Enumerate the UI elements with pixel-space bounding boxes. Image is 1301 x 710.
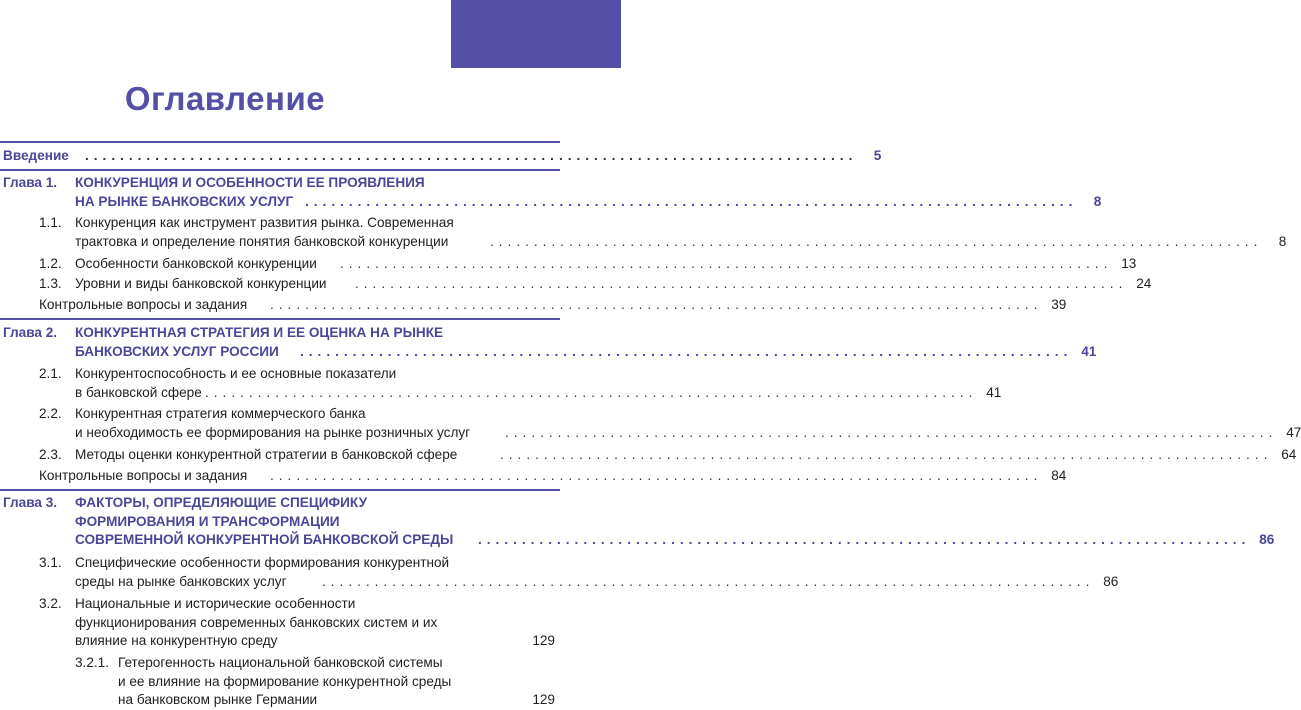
chapter-title-line: БАНКОВСКИХ УСЛУГ РОССИИ: [75, 343, 279, 359]
item-number: 2.3.: [39, 447, 62, 462]
toc-subitem-3-2-1[interactable]: [0, 654, 555, 710]
item-number: 2.2.: [39, 406, 62, 421]
toc-item-2-1[interactable]: [0, 365, 1002, 402]
toc-chapter-1[interactable]: [0, 174, 1102, 211]
toc-item-2-2[interactable]: [0, 405, 1301, 442]
chapter-number: Глава 3.: [3, 495, 58, 510]
item-title-line: Методы оценки конкурентной стратегии в банковской сфере: [75, 447, 458, 462]
toc-intro-label: Введение: [3, 148, 69, 163]
page-number: 8: [1093, 193, 1102, 209]
toc-chapter-3[interactable]: [0, 494, 1275, 550]
leader-dots: [500, 691, 532, 710]
page-number: 5: [873, 148, 882, 163]
item-title-line: трактовка и определение понятия банковской конкуренции: [75, 233, 449, 249]
item-number: 1.3.: [39, 276, 62, 291]
toc-item-3-1[interactable]: [0, 554, 1119, 591]
chapter-number: Глава 1.: [3, 175, 58, 190]
item-title-line: Уровни и виды банковской конкуренции: [75, 276, 327, 291]
leader-dots: ........................................................................................: [300, 343, 1073, 359]
leader-dots: ........................................................................................: [355, 276, 1128, 291]
toc-item-1-2[interactable]: [0, 255, 1137, 274]
leader-dots: ........................................................................................: [340, 256, 1113, 271]
item-title-line: Специфические особенности формирования конкурентной: [75, 555, 450, 570]
chapter-title-line: КОНКУРЕНЦИЯ И ОСОБЕННОСТИ ЕЕ ПРОЯВЛЕНИЯ: [75, 175, 425, 190]
leader-dots: ........................................................................................: [490, 233, 1263, 249]
section-rule: [0, 489, 560, 491]
subitem-title-line: на банковском рынке Германии: [118, 692, 318, 708]
chapter-title-line: ФОРМИРОВАНИЯ И ТРАНСФОРМАЦИИ: [75, 513, 340, 529]
page-number: 64: [1281, 447, 1297, 462]
leader-dots: ........................................................................................: [270, 297, 1043, 312]
item-title-line: и необходимость ее формирования на рынке розничных услуг: [75, 424, 471, 440]
chapter-title-line: СОВРЕМЕННОЙ КОНКУРЕНТНОЙ БАНКОВСКОЙ СРЕДЫ: [75, 532, 454, 548]
item-title-line: Конкурентная стратегия коммерческого банка: [75, 406, 366, 421]
page-number: 86: [1103, 573, 1119, 589]
item-title-line: влияние на конкурентную среду: [75, 633, 278, 649]
subitem-number: 3.2.1.: [75, 655, 110, 670]
subitem-title-line: и ее влияние на формирование конкурентной среды: [118, 673, 452, 689]
page-number: 41: [1081, 343, 1097, 359]
page-number: 47: [1286, 424, 1301, 440]
item-title-line: среды на рынке банковских услуг: [75, 573, 287, 589]
item-number: 2.1.: [39, 366, 62, 381]
page-number: 41: [986, 384, 1002, 400]
leader-dots: ........................................................................................: [270, 468, 1043, 483]
questions-label: Контрольные вопросы и задания: [39, 297, 248, 312]
page-number: 13: [1121, 256, 1137, 271]
page-number: 129: [532, 692, 555, 708]
section-rule: [0, 318, 560, 320]
corner-accent-block: [451, 0, 621, 68]
item-number: 1.1.: [39, 215, 62, 230]
leader-dots: ........................................................................................: [478, 532, 1251, 548]
item-number: 3.1.: [39, 555, 62, 570]
toc-questions-2[interactable]: [0, 467, 1067, 486]
toc-chapter-2[interactable]: [0, 324, 1097, 361]
title-rule: [0, 141, 560, 143]
page-number: 24: [1136, 276, 1152, 291]
item-title-line: Особенности банковской конкуренции: [75, 256, 317, 271]
leader-dots: ........................................................................................: [500, 447, 1273, 462]
page-number: 84: [1051, 468, 1067, 483]
item-number: 3.2.: [39, 596, 62, 611]
chapter-number: Глава 2.: [3, 325, 58, 340]
leader-dots: ........................................................................................: [322, 573, 1095, 589]
chapter-title-line: КОНКУРЕНТНАЯ СТРАТЕГИЯ И ЕЕ ОЦЕНКА НА РЫНКЕ: [75, 325, 444, 340]
questions-label: Контрольные вопросы и задания: [39, 468, 248, 483]
item-title-line: функционирования современных банковских систем и их: [75, 614, 438, 630]
section-rule: [0, 169, 560, 171]
leader-dots: ........................................................................................: [505, 424, 1278, 440]
toc-item-1-3[interactable]: [0, 275, 1152, 294]
page-number: 39: [1051, 297, 1067, 312]
toc-item-2-3[interactable]: [0, 446, 1297, 465]
chapter-title-line: ФАКТОРЫ, ОПРЕДЕЛЯЮЩИЕ СПЕЦИФИКУ: [75, 495, 368, 510]
item-title-line: в банковской сфере: [75, 384, 202, 400]
leader-dots: [500, 632, 532, 651]
item-title-line: Национальные и исторические особенности: [75, 596, 356, 611]
page-number: 86: [1259, 532, 1275, 548]
leader-dots: ........................................................................................: [205, 384, 978, 400]
toc-item-1-1[interactable]: [0, 214, 1287, 251]
toc-entry-intro[interactable]: [0, 147, 882, 166]
item-number: 1.2.: [39, 256, 62, 271]
subitem-title-line: Гетерогенность национальной банковской системы: [118, 655, 443, 670]
toc-item-3-2[interactable]: [0, 595, 555, 651]
leader-dots: ........................................................................................: [85, 148, 858, 163]
item-title-line: Конкурентоспособность и ее основные показатели: [75, 366, 397, 381]
chapter-title-line: НА РЫНКЕ БАНКОВСКИХ УСЛУГ: [75, 193, 294, 209]
leader-dots: ........................................................................................: [305, 193, 1078, 209]
item-title-line: Конкуренция как инструмент развития рынка. Современная: [75, 215, 454, 230]
page-number: 8: [1278, 233, 1287, 249]
page-title: Оглавление: [124, 80, 326, 117]
page-number: 129: [532, 633, 555, 649]
toc-questions-1[interactable]: [0, 296, 1067, 315]
